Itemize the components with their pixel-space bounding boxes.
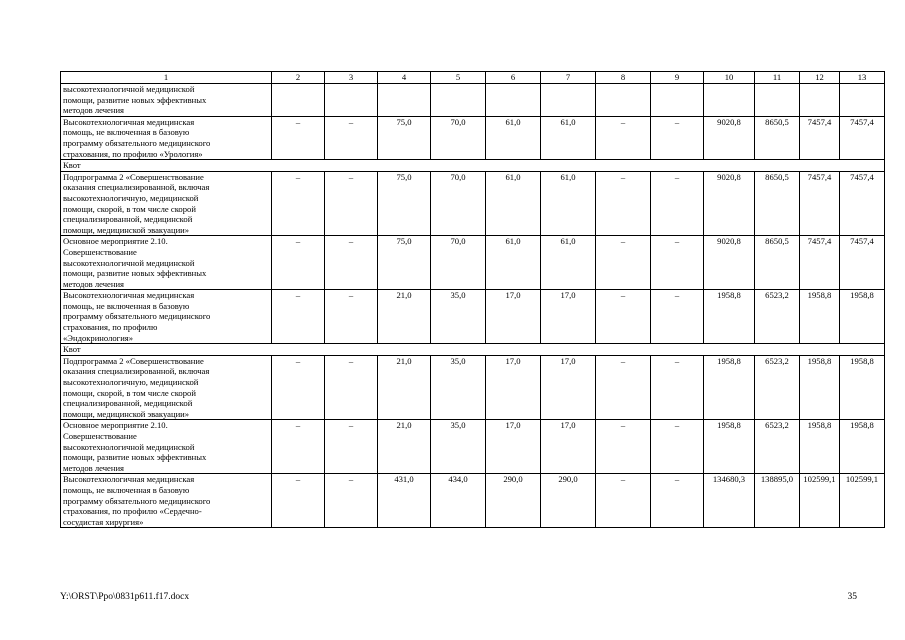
table-cell: 35,0: [431, 355, 486, 420]
table-cell: 17,0: [486, 420, 541, 474]
table-cell: 1958,8: [840, 290, 885, 344]
table-cell: –: [596, 290, 651, 344]
table-cell: –: [651, 116, 704, 159]
table-cell: 75,0: [378, 236, 431, 290]
table-cell: 17,0: [541, 290, 596, 344]
table-cell: [378, 84, 431, 117]
table-cell: 1958,8: [840, 355, 885, 420]
table-cell: 35,0: [431, 420, 486, 474]
table-cell: 6523,2: [755, 355, 800, 420]
table-cell: 61,0: [486, 171, 541, 236]
column-header-4: 4: [378, 72, 431, 84]
table-cell: 102599,1: [800, 474, 840, 528]
table-row: [61, 355, 885, 420]
row-label: Основное мероприятие 2.10. Совершенствование высокотехнологичной медицинской помощи, развитие новых эффективных методов лечения: [61, 236, 272, 290]
table-row: [61, 116, 885, 159]
table-row: [61, 474, 885, 528]
table-cell: 9020,8: [704, 236, 755, 290]
table-cell: –: [325, 236, 378, 290]
page-number: 35: [847, 592, 857, 602]
table-cell: 61,0: [541, 171, 596, 236]
footer-file-path: Y:\ORST\Ppo\0831p611.f17.docx: [60, 592, 190, 602]
table-cell: –: [325, 290, 378, 344]
table-cell: [651, 84, 704, 117]
column-header-9: 9: [651, 72, 704, 84]
table-cell: [840, 84, 885, 117]
table-cell: 6523,2: [755, 290, 800, 344]
table-cell: –: [596, 171, 651, 236]
table-cell: 290,0: [486, 474, 541, 528]
table-cell: [486, 84, 541, 117]
table-cell: 6523,2: [755, 420, 800, 474]
table-cell: 138895,0: [755, 474, 800, 528]
table-cell: –: [272, 355, 325, 420]
unit-label: Квот: [61, 344, 885, 356]
table-header: [61, 72, 885, 84]
table-cell: –: [651, 474, 704, 528]
table-cell: 75,0: [378, 116, 431, 159]
table-cell: [596, 84, 651, 117]
table-cell: 134680,3: [704, 474, 755, 528]
table-cell: –: [596, 355, 651, 420]
table-cell: 1958,8: [704, 355, 755, 420]
table-cell: [272, 84, 325, 117]
table-cell: 61,0: [541, 116, 596, 159]
table-row: [61, 84, 885, 117]
table-cell: –: [272, 290, 325, 344]
table-cell: [325, 84, 378, 117]
table-cell: 17,0: [486, 355, 541, 420]
column-header-11: 11: [755, 72, 800, 84]
table-cell: 21,0: [378, 420, 431, 474]
row-label: Основное мероприятие 2.10. Совершенствование высокотехнологичной медицинской помощи, развитие новых эффективных методов лечения: [61, 420, 272, 474]
table-cell: –: [272, 171, 325, 236]
table-cell: 9020,8: [704, 171, 755, 236]
table-cell: –: [272, 116, 325, 159]
table-cell: 1958,8: [704, 420, 755, 474]
column-header-8: 8: [596, 72, 651, 84]
column-header-12: 12: [800, 72, 840, 84]
table-cell: –: [325, 474, 378, 528]
column-header-13: 13: [840, 72, 885, 84]
column-header-6: 6: [486, 72, 541, 84]
table-cell: –: [596, 236, 651, 290]
table-cell: 8650,5: [755, 116, 800, 159]
table-cell: –: [325, 420, 378, 474]
table-cell: 61,0: [541, 236, 596, 290]
table-cell: –: [651, 171, 704, 236]
table-cell: 61,0: [486, 236, 541, 290]
table-cell: –: [596, 474, 651, 528]
column-header-10: 10: [704, 72, 755, 84]
table-cell: –: [596, 420, 651, 474]
table-cell: –: [272, 474, 325, 528]
table-cell: 290,0: [541, 474, 596, 528]
table-cell: 35,0: [431, 290, 486, 344]
unit-row: [61, 344, 885, 356]
column-header-2: 2: [272, 72, 325, 84]
unit-row: [61, 160, 885, 172]
row-label: Высокотехнологичная медицинская помощь, не включенная в базовую программу обязательного медицинского страхования, по профилю «Сердечно- сосудистая хирургия»: [61, 474, 272, 528]
table-cell: –: [651, 355, 704, 420]
table-cell: 1958,8: [800, 420, 840, 474]
table-cell: 1958,8: [800, 355, 840, 420]
table-cell: 1958,8: [840, 420, 885, 474]
table-cell: 75,0: [378, 171, 431, 236]
table-cell: 17,0: [541, 355, 596, 420]
row-label: высокотехнологичной медицинской помощи, развитие новых эффективных методов лечения: [61, 84, 272, 117]
table-cell: 61,0: [486, 116, 541, 159]
table-cell: –: [325, 355, 378, 420]
header-row: [61, 72, 885, 84]
table-cell: 9020,8: [704, 116, 755, 159]
row-label: Высокотехнологичная медицинская помощь, не включенная в базовую программу обязательного медицинского страхования, по профилю «Эндокринология»: [61, 290, 272, 344]
table-cell: –: [325, 116, 378, 159]
table-cell: 7457,4: [800, 236, 840, 290]
row-label: Высокотехнологичная медицинская помощь, не включенная в базовую программу обязательного медицинского страхования, по профилю «Урология»: [61, 116, 272, 159]
column-header-3: 3: [325, 72, 378, 84]
table-row: [61, 290, 885, 344]
table-cell: –: [651, 290, 704, 344]
table-cell: 7457,4: [840, 116, 885, 159]
table-cell: –: [272, 420, 325, 474]
table-cell: 1958,8: [704, 290, 755, 344]
table-cell: 102599,1: [840, 474, 885, 528]
table-cell: 7457,4: [840, 236, 885, 290]
table-cell: 7457,4: [840, 171, 885, 236]
table-cell: 8650,5: [755, 171, 800, 236]
table-cell: –: [651, 420, 704, 474]
table-cell: [704, 84, 755, 117]
unit-label: Квот: [61, 160, 885, 172]
table-cell: 8650,5: [755, 236, 800, 290]
column-header-1: 1: [61, 72, 272, 84]
table-cell: [541, 84, 596, 117]
table-row: [61, 420, 885, 474]
table-cell: 70,0: [431, 236, 486, 290]
table-cell: [755, 84, 800, 117]
table-row: [61, 171, 885, 236]
table-cell: 70,0: [431, 171, 486, 236]
table-cell: 7457,4: [800, 116, 840, 159]
table-cell: 17,0: [541, 420, 596, 474]
table-cell: [800, 84, 840, 117]
table-cell: 21,0: [378, 355, 431, 420]
table-cell: 434,0: [431, 474, 486, 528]
table-cell: 431,0: [378, 474, 431, 528]
table-cell: 7457,4: [800, 171, 840, 236]
row-label: Подпрограмма 2 «Совершенствование оказания специализированной, включая высокотехнологичную, медицинской помощи, скорой, в том числе скорой специализированной, медицинской помощи, медицинской эвакуации»: [61, 171, 272, 236]
table-cell: –: [325, 171, 378, 236]
column-header-7: 7: [541, 72, 596, 84]
table-cell: –: [651, 236, 704, 290]
column-header-5: 5: [431, 72, 486, 84]
table-cell: –: [272, 236, 325, 290]
row-label: Подпрограмма 2 «Совершенствование оказания специализированной, включая высокотехнологичную, медицинской помощи, скорой, в том числе скорой специализированной, медицинской помощи, медицинской эвакуации»: [61, 355, 272, 420]
table-row: [61, 236, 885, 290]
table-cell: [431, 84, 486, 117]
table-cell: 21,0: [378, 290, 431, 344]
table-cell: 17,0: [486, 290, 541, 344]
data-table: [60, 71, 885, 528]
table-body: [61, 84, 885, 528]
table-cell: –: [596, 116, 651, 159]
table-cell: 70,0: [431, 116, 486, 159]
table-cell: 1958,8: [800, 290, 840, 344]
